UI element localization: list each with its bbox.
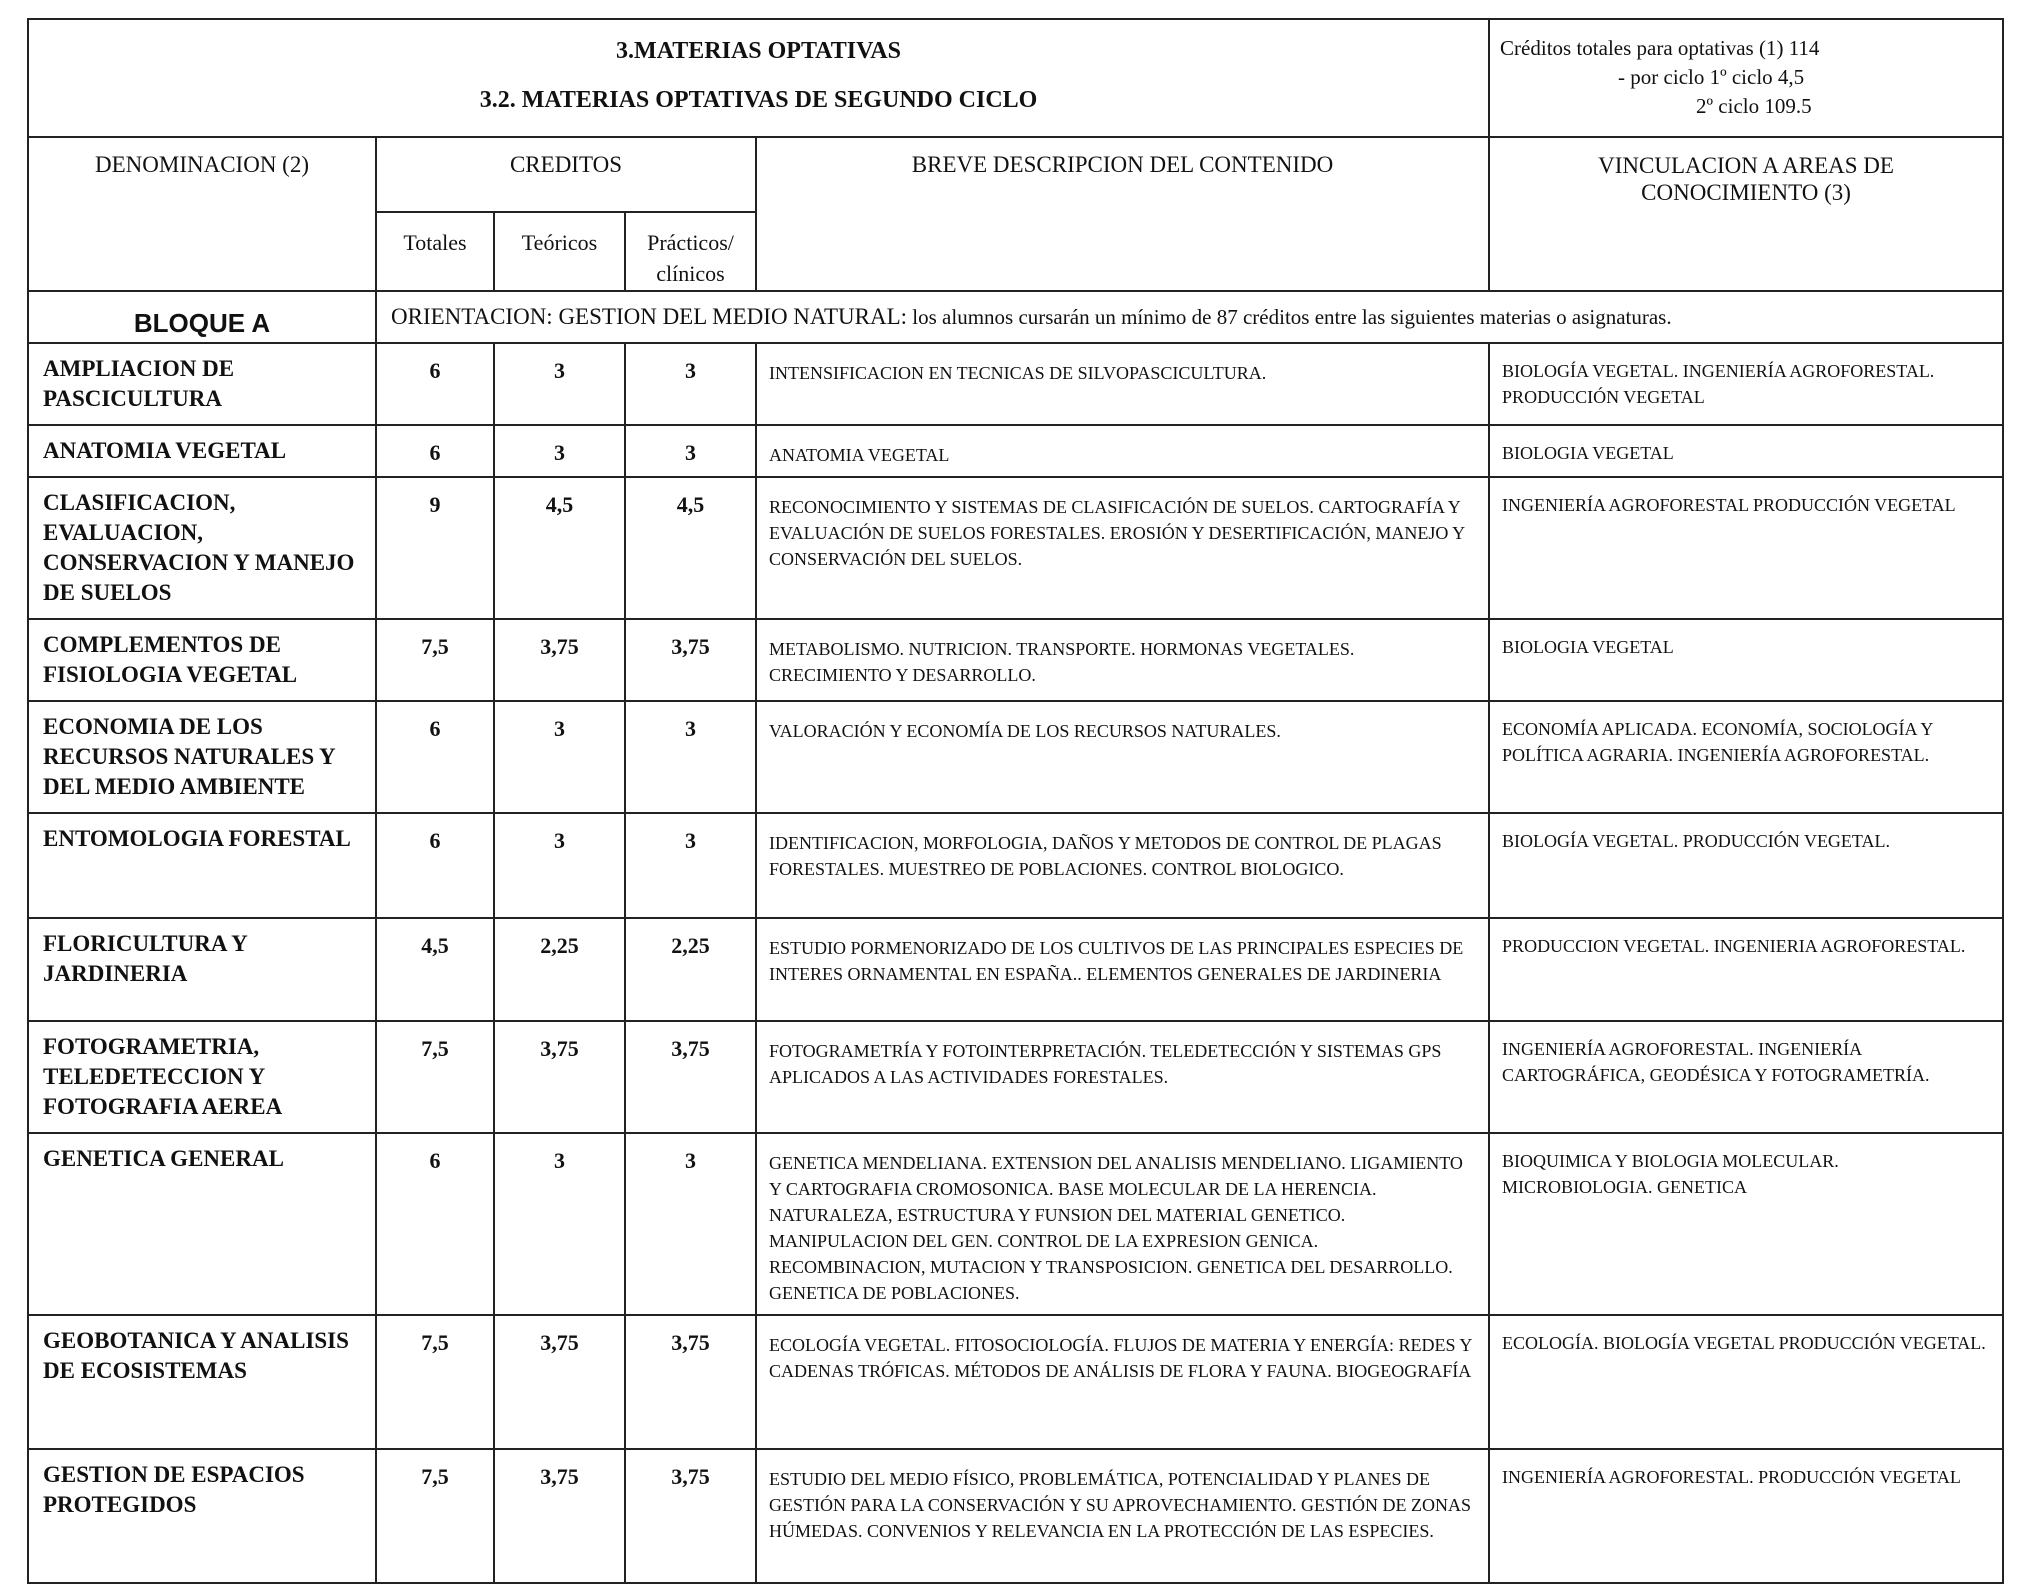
credits-teoricos: 3,75 <box>494 619 625 701</box>
block-label: BLOQUE A <box>28 291 376 343</box>
knowledge-area: BIOLOGIA VEGETAL <box>1489 619 2003 701</box>
credits-totales: 6 <box>376 813 494 918</box>
subject-name: CLASIFICACION, EVALUACION, CONSERVACION Y MANEJO DE SUELOS <box>28 477 376 619</box>
credits-summary-cell <box>1489 19 2003 137</box>
col-descripcion: BREVE DESCRIPCION DEL CONTENIDO <box>756 137 1489 291</box>
block-row <box>28 291 2003 343</box>
credits-practicos: 3,75 <box>625 619 756 701</box>
knowledge-area: INGENIERÍA AGROFORESTAL. INGENIERÍA CARTOGRÁFICA, GEODÉSICA Y FOTOGRAMETRÍA. <box>1489 1021 2003 1133</box>
credits-practicos: 3 <box>625 1133 756 1315</box>
credits-totales: 6 <box>376 1133 494 1315</box>
table-row <box>28 701 2003 813</box>
credits-totales: 7,5 <box>376 619 494 701</box>
header-row <box>28 19 2003 137</box>
knowledge-area: BIOQUIMICA Y BIOLOGIA MOLECULAR. MICROBIOLOGIA. GENETICA <box>1489 1133 2003 1315</box>
credits-first-cycle: - por ciclo 1º ciclo 4,5 <box>1618 65 1805 89</box>
table-row <box>28 343 2003 425</box>
col-totales: Totales <box>376 212 494 291</box>
credits-practicos: 3,75 <box>625 1315 756 1449</box>
page-title: 3.MATERIAS OPTATIVAS <box>616 38 901 64</box>
subject-name: GESTION DE ESPACIOS PROTEGIDOS <box>28 1449 376 1583</box>
knowledge-area: ECONOMÍA APLICADA. ECONOMÍA, SOCIOLOGÍA Y POLÍTICA AGRARIA. INGENIERÍA AGROFORESTAL. <box>1489 701 2003 813</box>
page-subtitle: 3.2. MATERIAS OPTATIVAS DE SEGUNDO CICLO <box>479 87 1038 113</box>
block-orientation <box>376 291 2003 343</box>
knowledge-area: BIOLOGÍA VEGETAL. PRODUCCIÓN VEGETAL. <box>1489 813 2003 918</box>
table-row <box>28 813 2003 918</box>
knowledge-area: INGENIERÍA AGROFORESTAL PRODUCCIÓN VEGETAL <box>1489 477 2003 619</box>
table-row <box>28 1449 2003 1583</box>
col-vinculacion: VINCULACION A AREAS DE CONOCIMIENTO (3) <box>1489 137 2003 291</box>
col-creditos: CREDITOS <box>376 137 756 212</box>
subject-name: ECONOMIA DE LOS RECURSOS NATURALES Y DEL MEDIO AMBIENTE <box>28 701 376 813</box>
table-row <box>28 619 2003 701</box>
credits-practicos: 3 <box>625 701 756 813</box>
table-row <box>28 1133 2003 1315</box>
credits-practicos: 3 <box>625 343 756 425</box>
subject-name: ENTOMOLOGIA FORESTAL <box>28 813 376 918</box>
content-description: RECONOCIMIENTO Y SISTEMAS DE CLASIFICACIÓN DE SUELOS. CARTOGRAFÍA Y EVALUACIÓN DE SUELOS FORESTALES. EROSIÓN Y DESERTIFICACIÓN, MANEJO Y CONSERVACIÓN DEL SUELOS. <box>756 477 1489 619</box>
col-practicos: Prácticos/ clínicos <box>625 212 756 291</box>
credits-totales: 6 <box>376 343 494 425</box>
content-description: ESTUDIO PORMENORIZADO DE LOS CULTIVOS DE LAS PRINCIPALES ESPECIES DE INTERES ORNAMENTAL EN ESPAÑA.. ELEMENTOS GENERALES DE JARDINERIA <box>756 918 1489 1021</box>
credits-total: Créditos totales para optativas (1) 114 <box>1500 36 1820 60</box>
credits-teoricos: 3,75 <box>494 1021 625 1133</box>
table-row <box>28 1315 2003 1449</box>
content-description: VALORACIÓN Y ECONOMÍA DE LOS RECURSOS NATURALES. <box>756 701 1489 813</box>
credits-practicos: 3,75 <box>625 1021 756 1133</box>
subject-name: FOTOGRAMETRIA, TELEDETECCION Y FOTOGRAFIA AEREA <box>28 1021 376 1133</box>
table-row <box>28 477 2003 619</box>
credits-totales: 6 <box>376 701 494 813</box>
content-description: METABOLISMO. NUTRICION. TRANSPORTE. HORMONAS VEGETALES. CRECIMIENTO Y DESARROLLO. <box>756 619 1489 701</box>
subject-name: AMPLIACION DE PASCICULTURA <box>28 343 376 425</box>
block-orientation-prefix: ORIENTACION: GESTION DEL MEDIO NATURAL: <box>391 304 908 329</box>
credits-practicos: 2,25 <box>625 918 756 1021</box>
subject-name: GEOBOTANICA Y ANALISIS DE ECOSISTEMAS <box>28 1315 376 1449</box>
content-description: INTENSIFICACION EN TECNICAS DE SILVOPASCICULTURA. <box>756 343 1489 425</box>
credits-practicos: 3 <box>625 425 756 477</box>
credits-teoricos: 3 <box>494 701 625 813</box>
table-row <box>28 918 2003 1021</box>
credits-totales: 4,5 <box>376 918 494 1021</box>
credits-teoricos: 4,5 <box>494 477 625 619</box>
content-description: ESTUDIO DEL MEDIO FÍSICO, PROBLEMÁTICA, POTENCIALIDAD Y PLANES DE GESTIÓN PARA LA CONSERVACIÓN Y SU APROVECHAMIENTO. GESTIÓN DE ZONAS HÚMEDAS. CONVENIOS Y RELEVANCIA EN LA PROTECCIÓN DE LAS ESPECIES. <box>756 1449 1489 1583</box>
credits-totales: 6 <box>376 425 494 477</box>
credits-teoricos: 3 <box>494 425 625 477</box>
credits-teoricos: 3 <box>494 813 625 918</box>
column-header-row <box>28 137 2003 212</box>
credits-totales: 7,5 <box>376 1021 494 1133</box>
optativas-table <box>27 18 2004 1584</box>
credits-teoricos: 3,75 <box>494 1315 625 1449</box>
credits-totales: 9 <box>376 477 494 619</box>
credits-totales: 7,5 <box>376 1315 494 1449</box>
block-orientation-rest: los alumnos cursarán un mínimo de 87 créditos entre las siguientes materias o asignaturas. <box>907 305 1672 329</box>
table-row <box>28 425 2003 477</box>
credits-second-cycle: 2º ciclo 109.5 <box>1696 94 1812 118</box>
knowledge-area: PRODUCCION VEGETAL. INGENIERIA AGROFORESTAL. <box>1489 918 2003 1021</box>
content-description: IDENTIFICACION, MORFOLOGIA, DAÑOS Y METODOS DE CONTROL DE PLAGAS FORESTALES. MUESTREO DE POBLACIONES. CONTROL BIOLOGICO. <box>756 813 1489 918</box>
knowledge-area: INGENIERÍA AGROFORESTAL. PRODUCCIÓN VEGETAL <box>1489 1449 2003 1583</box>
subject-name: COMPLEMENTOS DE FISIOLOGIA VEGETAL <box>28 619 376 701</box>
subject-name: FLORICULTURA Y JARDINERIA <box>28 918 376 1021</box>
credits-practicos: 3 <box>625 813 756 918</box>
table-row <box>28 1021 2003 1133</box>
subject-name: ANATOMIA VEGETAL <box>28 425 376 477</box>
knowledge-area: ECOLOGÍA. BIOLOGÍA VEGETAL PRODUCCIÓN VEGETAL. <box>1489 1315 2003 1449</box>
credits-practicos: 4,5 <box>625 477 756 619</box>
credits-teoricos: 3 <box>494 1133 625 1315</box>
knowledge-area: BIOLOGÍA VEGETAL. INGENIERÍA AGROFORESTAL. PRODUCCIÓN VEGETAL <box>1489 343 2003 425</box>
col-denominacion: DENOMINACION (2) <box>28 137 376 291</box>
content-description: FOTOGRAMETRÍA Y FOTOINTERPRETACIÓN. TELEDETECCIÓN Y SISTEMAS GPS APLICADOS A LAS ACTIVIDADES FORESTALES. <box>756 1021 1489 1133</box>
credits-teoricos: 3,75 <box>494 1449 625 1583</box>
credits-totales: 7,5 <box>376 1449 494 1583</box>
content-description: ANATOMIA VEGETAL <box>756 425 1489 477</box>
credits-teoricos: 3 <box>494 343 625 425</box>
col-teoricos: Teóricos <box>494 212 625 291</box>
header-title-cell <box>28 19 1489 137</box>
credits-teoricos: 2,25 <box>494 918 625 1021</box>
knowledge-area: BIOLOGIA VEGETAL <box>1489 425 2003 477</box>
content-description: GENETICA MENDELIANA. EXTENSION DEL ANALISIS MENDELIANO. LIGAMIENTO Y CARTOGRAFIA CROMOSONICA. BASE MOLECULAR DE LA HERENCIA. NATURALEZA, ESTRUCTURA Y FUNSION DEL MATERIAL GENETICO. MANIPULACION DEL GEN. CONTROL DE LA EXPRESION GENICA. RECOMBINACION, MUTACION Y TRANSPOSICION. GENETICA DEL DESARROLLO. GENETICA DE POBLACIONES. <box>756 1133 1489 1315</box>
credits-practicos: 3,75 <box>625 1449 756 1583</box>
content-description: ECOLOGÍA VEGETAL. FITOSOCIOLOGÍA. FLUJOS DE MATERIA Y ENERGÍA: REDES Y CADENAS TRÓFICAS. MÉTODOS DE ANÁLISIS DE FLORA Y FAUNA. BIOGEOGRAFÍA <box>756 1315 1489 1449</box>
document-sheet <box>27 18 2002 1584</box>
subject-name: GENETICA GENERAL <box>28 1133 376 1315</box>
